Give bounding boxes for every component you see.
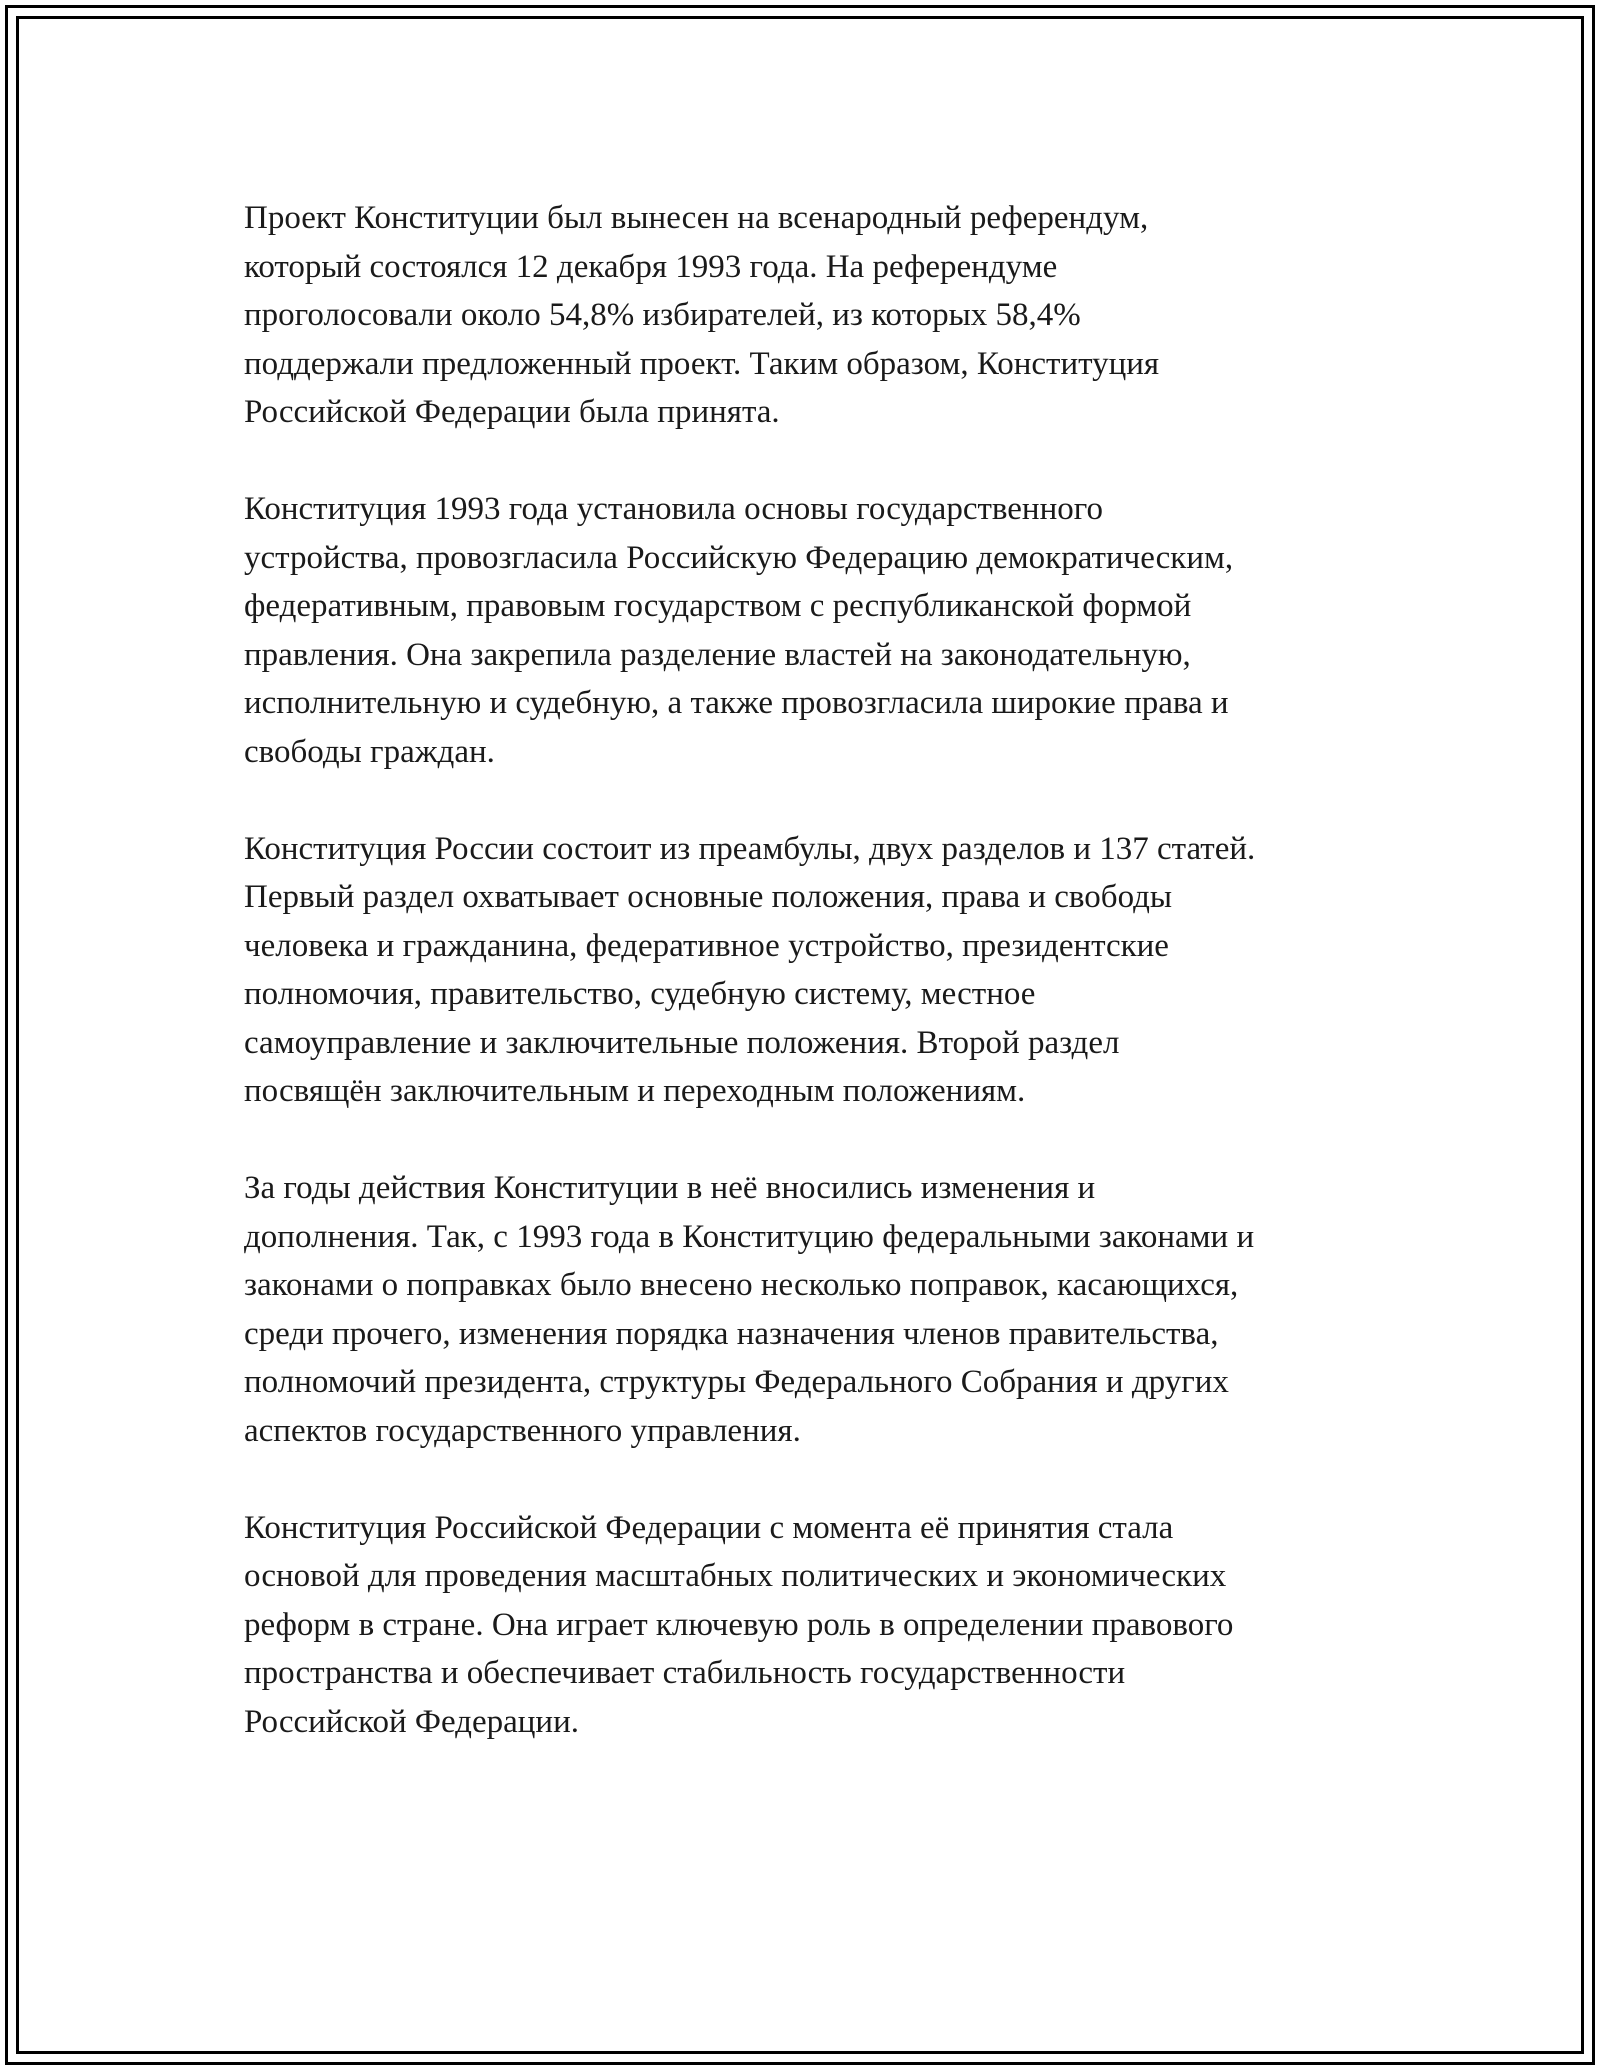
text-line: проголосовали около 54,8% избирателей, из которых 58,4% (244, 297, 1081, 333)
text-line: поддержали предложенный проект. Таким образом, Конституция (244, 345, 1160, 382)
text-line: Конституция 1993 года установила основы государственного (244, 491, 1103, 527)
text-line: самоуправление и заключительные положения. Второй раздел (244, 1024, 1120, 1061)
text-line: За годы действия Конституции в неё вносились изменения и (244, 1170, 1096, 1206)
paragraph-foundations (244, 485, 1404, 776)
paragraph-significance (244, 1504, 1404, 1747)
text-line: полномочия, правительство, судебную систему, местное (244, 976, 1036, 1012)
text-line: федеративным, правовым государством с республиканской формой (244, 588, 1192, 624)
text-line: исполнительную и судебную, а также провозгласила широкие права и (244, 685, 1229, 721)
page-frame (5, 5, 1595, 2065)
text-line: основой для проведения масштабных политических и экономических (244, 1558, 1227, 1594)
text-line: аспектов государственного управления. (244, 1412, 801, 1449)
text-line: правления. Она закрепила разделение властей на законодательную, (244, 636, 1191, 673)
text-line: реформ в стране. Она играет ключевую роль в определении правового (244, 1606, 1234, 1643)
text-line: человека и гражданина, федеративное устройство, президентские (244, 927, 1169, 964)
text-line: Российской Федерации. (244, 1703, 579, 1740)
text-line: Первый раздел охватывает основные положения, права и свободы (244, 879, 1173, 915)
text-line: Российской Федерации была принята. (244, 394, 780, 430)
text-line: полномочий президента, структуры Федерального Собрания и других (244, 1364, 1229, 1400)
text-line: который состоялся 12 декабря 1993 года. На референдуме (244, 248, 1058, 285)
paragraph-amendments (244, 1164, 1404, 1455)
text-line: законами о поправках было внесено несколько поправок, касающихся, (244, 1267, 1239, 1303)
text-line: посвящён заключительным и переходным положениям. (244, 1073, 1026, 1109)
text-line: Проект Конституции был вынесен на всенародный референдум, (244, 200, 1149, 236)
text-line: среди прочего, изменения порядка назначения членов правительства, (244, 1315, 1219, 1352)
text-line: Конституция России состоит из преамбулы, двух разделов и 137 статей. (244, 830, 1256, 867)
text-line: устройства, провозгласила Российскую Федерацию демократическим, (244, 539, 1234, 576)
text-line: свободы граждан. (244, 733, 495, 770)
text-line: Конституция Российской Федерации с момента её принятия стала (244, 1509, 1174, 1546)
paragraph-referendum (244, 194, 1404, 437)
text-line: дополнения. Так, с 1993 года в Конституцию федеральными законами и (244, 1218, 1255, 1255)
document-body (244, 194, 1404, 1795)
text-line: пространства и обеспечивает стабильность государственности (244, 1655, 1126, 1691)
paragraph-structure (244, 825, 1404, 1116)
